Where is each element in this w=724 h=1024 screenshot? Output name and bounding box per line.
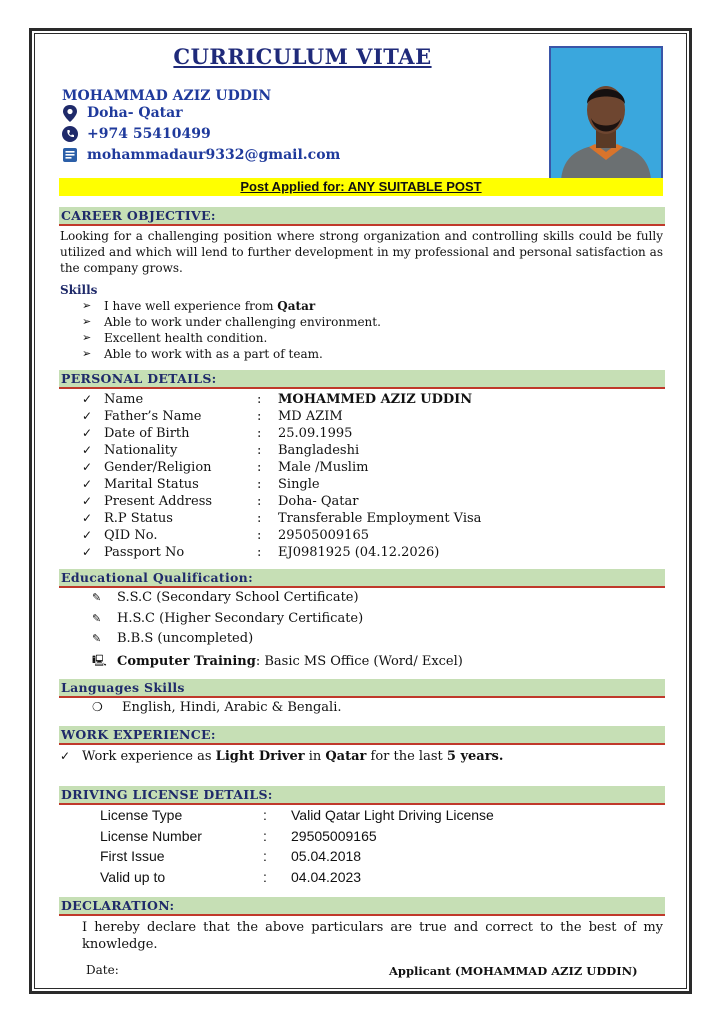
check-icon: ✓ bbox=[82, 392, 93, 406]
location-row bbox=[62, 105, 183, 121]
check-icon: ✓ bbox=[82, 443, 93, 457]
personal-details-heading: PERSONAL DETAILS: bbox=[59, 370, 665, 389]
career-objective-text: Looking for a challenging position where strong organization and controlling skills could be fully utilized and which will lend to further development in my professional and personal satisfaction as the company grows. bbox=[60, 229, 663, 275]
phone-row bbox=[62, 126, 211, 142]
date-label: Date: bbox=[86, 963, 119, 977]
check-icon: ✓ bbox=[60, 749, 71, 763]
arrow-bullet-icon: ➢ bbox=[82, 347, 92, 360]
table-row: ✓ Present Address : Doha- Qatar bbox=[82, 494, 359, 509]
page-title: CURRICULUM VITAE bbox=[173, 44, 432, 69]
languages-heading: Languages Skills bbox=[59, 679, 665, 698]
table-row: ✓ Marital Status : Single bbox=[82, 477, 320, 492]
table-row: ✓ Nationality : Bangladeshi bbox=[82, 443, 360, 458]
location-text: Doha- Qatar bbox=[87, 105, 183, 121]
email-row bbox=[62, 147, 340, 163]
profile-photo bbox=[549, 46, 663, 182]
location-pin-icon bbox=[62, 105, 80, 121]
table-row: License Type : Valid Qatar Light Driving License bbox=[100, 807, 494, 823]
table-row: ✓ Name : MOHAMMED AZIZ UDDIN bbox=[82, 392, 473, 407]
pencil-bullet-icon: ✎ bbox=[92, 632, 102, 645]
email-icon bbox=[62, 147, 80, 163]
post-applied-banner: Post Applied for: ANY SUITABLE POST bbox=[59, 178, 663, 196]
list-item: ✎ B.B.S (uncompleted) bbox=[92, 631, 254, 646]
career-objective-heading: CAREER OBJECTIVE: bbox=[59, 207, 665, 226]
circle-bullet-icon: ❍ bbox=[92, 700, 103, 714]
check-icon: ✓ bbox=[82, 477, 93, 491]
pencil-bullet-icon: ✎ bbox=[92, 612, 102, 625]
skills-list bbox=[82, 298, 381, 362]
computer-icon: 🖳 bbox=[92, 654, 107, 667]
table-row: Valid up to : 04.04.2023 bbox=[100, 868, 362, 885]
list-item: ➢ Excellent health condition. bbox=[82, 331, 268, 345]
list-item: ✎ H.S.C (Higher Secondary Certificate) bbox=[92, 611, 364, 626]
arrow-bullet-icon: ➢ bbox=[82, 299, 92, 312]
driving-license-table bbox=[100, 805, 494, 887]
skills-heading: Skills bbox=[60, 283, 98, 297]
education-heading: Educational Qualification: bbox=[59, 569, 665, 588]
table-row: ✓ QID No. : 29505009165 bbox=[82, 528, 369, 543]
declaration-text: I hereby declare that the above particulars are true and correct to the best of my knowledge. bbox=[82, 920, 663, 952]
declaration-heading: DECLARATION: bbox=[59, 897, 665, 916]
work-experience-text: Work experience as Light Driver in Qatar for the last 5 years. bbox=[82, 749, 504, 764]
table-row: ✓ Gender/Religion : Male /Muslim bbox=[82, 460, 369, 475]
pencil-bullet-icon: ✎ bbox=[92, 591, 102, 604]
check-icon: ✓ bbox=[82, 545, 93, 559]
arrow-bullet-icon: ➢ bbox=[82, 331, 92, 344]
check-icon: ✓ bbox=[82, 460, 93, 474]
check-icon: ✓ bbox=[82, 511, 93, 525]
header-name: MOHAMMAD AZIZ UDDIN bbox=[62, 88, 272, 104]
email-text: mohammadaur9332@gmail.com bbox=[87, 147, 341, 163]
work-experience-heading: WORK EXPERIENCE: bbox=[59, 726, 665, 745]
table-row: ✓ Date of Birth : 25.09.1995 bbox=[82, 426, 353, 441]
personal-details-table bbox=[82, 391, 481, 561]
list-item: 🖳 Computer Training: Basic MS Office (Word/ Excel) bbox=[92, 654, 463, 669]
table-row: First Issue : 05.04.2018 bbox=[100, 848, 362, 864]
check-icon: ✓ bbox=[82, 494, 93, 508]
table-row: License Number : 29505009165 bbox=[100, 827, 377, 844]
check-icon: ✓ bbox=[82, 409, 93, 423]
languages-row bbox=[92, 700, 342, 715]
table-row: ✓ Passport No : EJ0981925 (04.12.2026) bbox=[82, 545, 440, 560]
phone-icon bbox=[62, 126, 80, 142]
arrow-bullet-icon: ➢ bbox=[82, 315, 92, 328]
check-icon: ✓ bbox=[82, 426, 93, 440]
driving-license-heading: DRIVING LICENSE DETAILS: bbox=[59, 786, 665, 805]
languages-text: English, Hindi, Arabic & Bengali. bbox=[122, 700, 342, 715]
list-item: ➢ I have well experience from Qatar bbox=[82, 299, 316, 313]
work-experience-row bbox=[60, 749, 503, 764]
list-item: ➢ Able to work under challenging environment. bbox=[82, 315, 381, 329]
table-row: ✓ Father’s Name : MD AZIM bbox=[82, 409, 343, 424]
applicant-signature: Applicant (MOHAMMAD AZIZ UDDIN) bbox=[389, 964, 638, 978]
list-item: ✎ S.S.C (Secondary School Certificate) bbox=[92, 590, 359, 605]
table-row: ✓ R.P Status : Transferable Employment Visa bbox=[82, 511, 482, 526]
check-icon: ✓ bbox=[82, 528, 93, 542]
phone-text: +974 55410499 bbox=[87, 126, 211, 142]
list-item: ➢ Able to work with as a part of team. bbox=[82, 347, 323, 361]
